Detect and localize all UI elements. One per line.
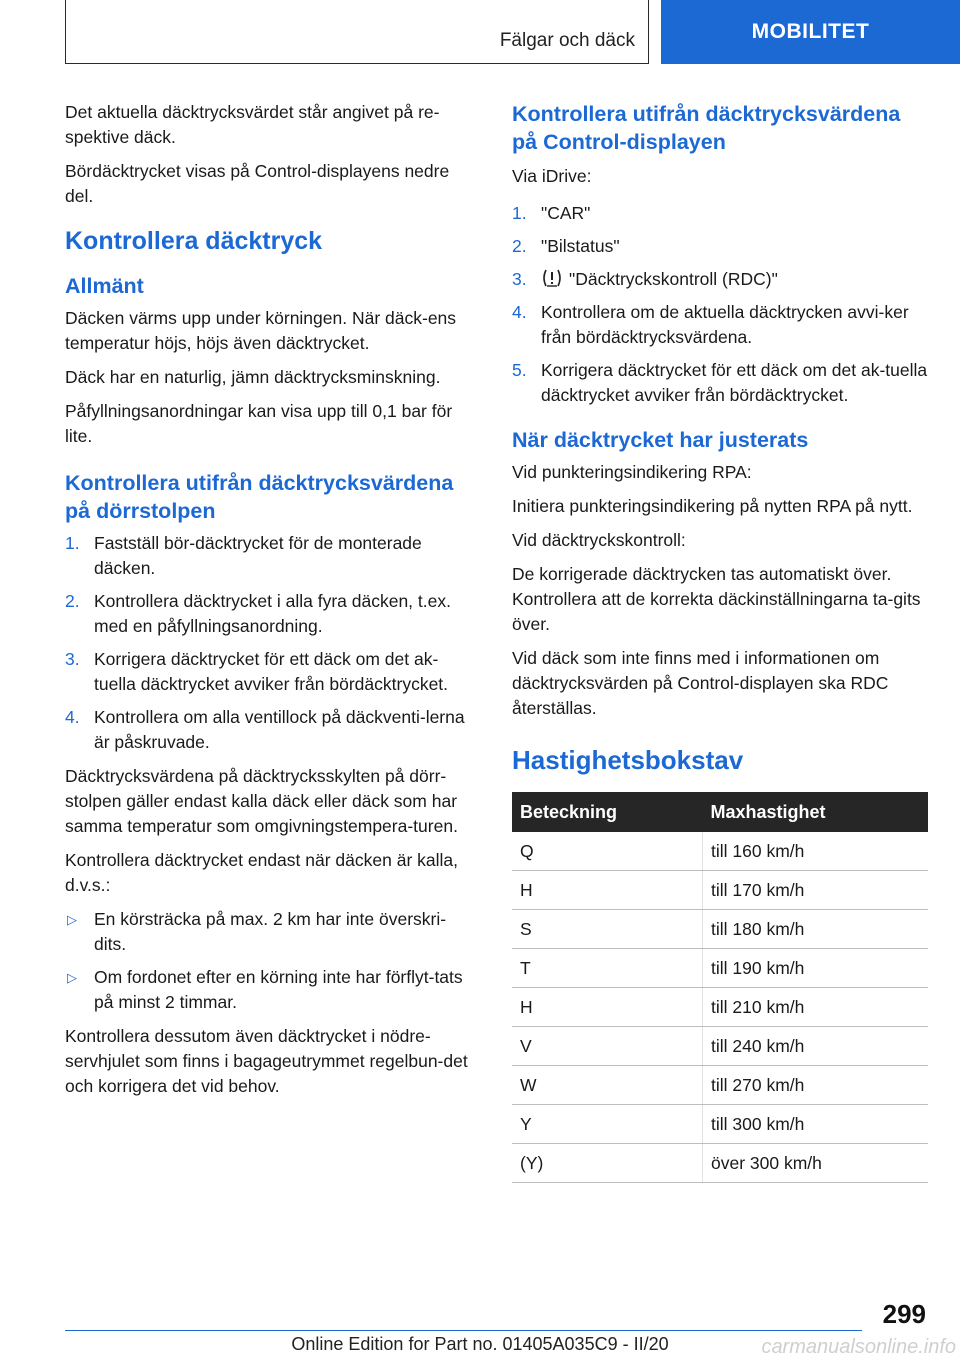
triangle-bullet-icon: ▷ [67, 912, 77, 927]
table-row [512, 871, 928, 910]
step-text: "Däcktryckskontroll (RDC)" [569, 269, 778, 289]
column-header: Maxhastighet [703, 792, 929, 832]
watermark: carmanualsonline.info [761, 1336, 956, 1358]
step-number: 4. [65, 707, 80, 727]
step-text: Fastställ bör-däcktrycket för de monterade däcken. [94, 533, 422, 578]
table-cell: till 160 km/h [703, 832, 929, 871]
table-cell: över 300 km/h [703, 1144, 929, 1183]
paragraph: Vid däcktryckskontroll: [512, 530, 686, 550]
list-item [512, 300, 928, 350]
table-cell: till 190 km/h [703, 949, 929, 988]
chapter-tab[interactable]: MOBILITET [661, 0, 960, 64]
table-row [512, 1105, 928, 1144]
right-column [512, 100, 928, 1183]
bullet-list [65, 907, 477, 1015]
table-row [512, 1027, 928, 1066]
step-number: 2. [512, 236, 527, 256]
list-item [512, 358, 928, 408]
step-number: 4. [512, 302, 527, 322]
heading-hastighetsbokstav: Hastighetsbokstav [512, 745, 744, 775]
step-number: 2. [65, 591, 80, 611]
step-text: Korrigera däcktrycket för ett däck om det ak-tuella däcktrycket avviker från bördäcktrycket. [541, 360, 928, 405]
step-text: Korrigera däcktrycket för ett däck om det ak-tuella däcktrycket avviker från bördäcktrycket. [94, 649, 449, 694]
step-text: Kontrollera om de aktuella däcktrycken avvi-ker från bördäcktrycksvärdena. [541, 302, 909, 347]
table-cell: Y [512, 1105, 703, 1144]
table-cell: till 180 km/h [703, 910, 929, 949]
list-item [65, 589, 477, 639]
list-item [512, 267, 928, 292]
edition-footer: Online Edition for Part no. 01405A035C9 - II/20 [291, 1334, 669, 1354]
table-cell: Q [512, 832, 703, 871]
paragraph: Däcktrycksvärdena på däcktrycksskylten på dörr-stolpen gäller endast kalla däck eller däck som har samma temperatur som omgivningstempera-turen. [65, 766, 458, 836]
table-cell: V [512, 1027, 703, 1066]
step-text: "CAR" [541, 203, 591, 223]
paragraph: Kontrollera däcktrycket endast när däcken är kalla, d.v.s.: [65, 850, 458, 895]
footer-divider [65, 1330, 862, 1331]
list-item [65, 965, 477, 1015]
column-header: Beteckning [512, 792, 703, 832]
list-item [65, 907, 477, 957]
table-cell: till 240 km/h [703, 1027, 929, 1066]
bullet-text: En körsträcka på max. 2 km har inte överskri-dits. [94, 909, 447, 954]
table-cell: W [512, 1066, 703, 1105]
list-item [512, 201, 928, 226]
speed-rating-table [512, 792, 928, 1183]
table-row [512, 832, 928, 871]
paragraph: Via iDrive: [512, 166, 592, 186]
bullet-text: Om fordonet efter en körning inte har förflyt-tats på minst 2 timmar. [94, 967, 463, 1012]
step-number: 3. [65, 649, 80, 669]
step-text: Kontrollera däcktrycket i alla fyra däcken, t.ex. med en påfyllningsanordning. [94, 591, 451, 636]
table-row [512, 910, 928, 949]
paragraph: Kontrollera dessutom även däcktrycket i nödre-servhjulet som finns i bagageutrymmet regelbun-det och korrigera det vid behov. [65, 1026, 468, 1096]
tire-pressure-warning-icon [541, 268, 563, 288]
heading-dorrstolpen: Kontrollera utifrån däcktrycksvärdena på dörrstolpen [65, 471, 454, 523]
paragraph: Däck har en naturlig, jämn däcktrycksminskning. [65, 367, 441, 387]
table-row [512, 949, 928, 988]
heading-control-display: Kontrollera utifrån däcktrycksvärdena på Control-displayen [512, 102, 901, 154]
steps-list-idrive [512, 201, 928, 408]
page-number: 299 [882, 1299, 926, 1329]
table-cell: till 270 km/h [703, 1066, 929, 1105]
step-number: 1. [512, 203, 527, 223]
table-cell: H [512, 871, 703, 910]
heading-allmant: Allmänt [65, 274, 144, 298]
table-cell: till 170 km/h [703, 871, 929, 910]
list-item [65, 531, 477, 581]
steps-list-doorpost [65, 531, 477, 755]
table-header-row [512, 792, 928, 832]
section-title: Fälgar och däck [499, 30, 635, 51]
step-number: 3. [512, 269, 527, 289]
paragraph: Det aktuella däcktrycksvärdet står angivet på re-spektive däck. [65, 102, 440, 147]
heading-justerats: När däcktrycket har justerats [512, 428, 809, 452]
list-item [65, 705, 477, 755]
table-cell: (Y) [512, 1144, 703, 1183]
paragraph: Däcken värms upp under körningen. När däck-ens temperatur höjs, höjs även däcktrycket. [65, 308, 457, 353]
step-number: 1. [65, 533, 80, 553]
left-column [65, 100, 477, 1108]
step-text: "Bilstatus" [541, 236, 620, 256]
table-cell: H [512, 988, 703, 1027]
paragraph: Vid punkteringsindikering RPA: [512, 462, 752, 482]
triangle-bullet-icon: ▷ [67, 970, 77, 985]
table-row [512, 988, 928, 1027]
list-item [512, 234, 928, 259]
table-row [512, 1144, 928, 1183]
list-item [65, 647, 477, 697]
paragraph: De korrigerade däcktrycken tas automatiskt över. Kontrollera att de korrekta däckinställningarna ta-gits över. [512, 564, 921, 634]
table-cell: till 210 km/h [703, 988, 929, 1027]
table-cell: S [512, 910, 703, 949]
paragraph: Initiera punkteringsindikering på nytten RPA på nytt. [512, 496, 913, 516]
paragraph: Påfyllningsanordningar kan visa upp till 0,1 bar för lite. [65, 401, 453, 446]
heading-kontrollera-dacktryck: Kontrollera däcktryck [65, 227, 323, 255]
paragraph: Vid däck som inte finns med i informationen om däcktrycksvärden på Control-displayen ska RDC återställas. [512, 648, 889, 718]
table-cell: T [512, 949, 703, 988]
table-cell: till 300 km/h [703, 1105, 929, 1144]
paragraph: Bördäcktrycket visas på Control-displayens nedre del. [65, 161, 450, 206]
step-text: Kontrollera om alla ventillock på däckventi-lerna är påskruvade. [94, 707, 465, 752]
table-row [512, 1066, 928, 1105]
step-number: 5. [512, 360, 527, 380]
